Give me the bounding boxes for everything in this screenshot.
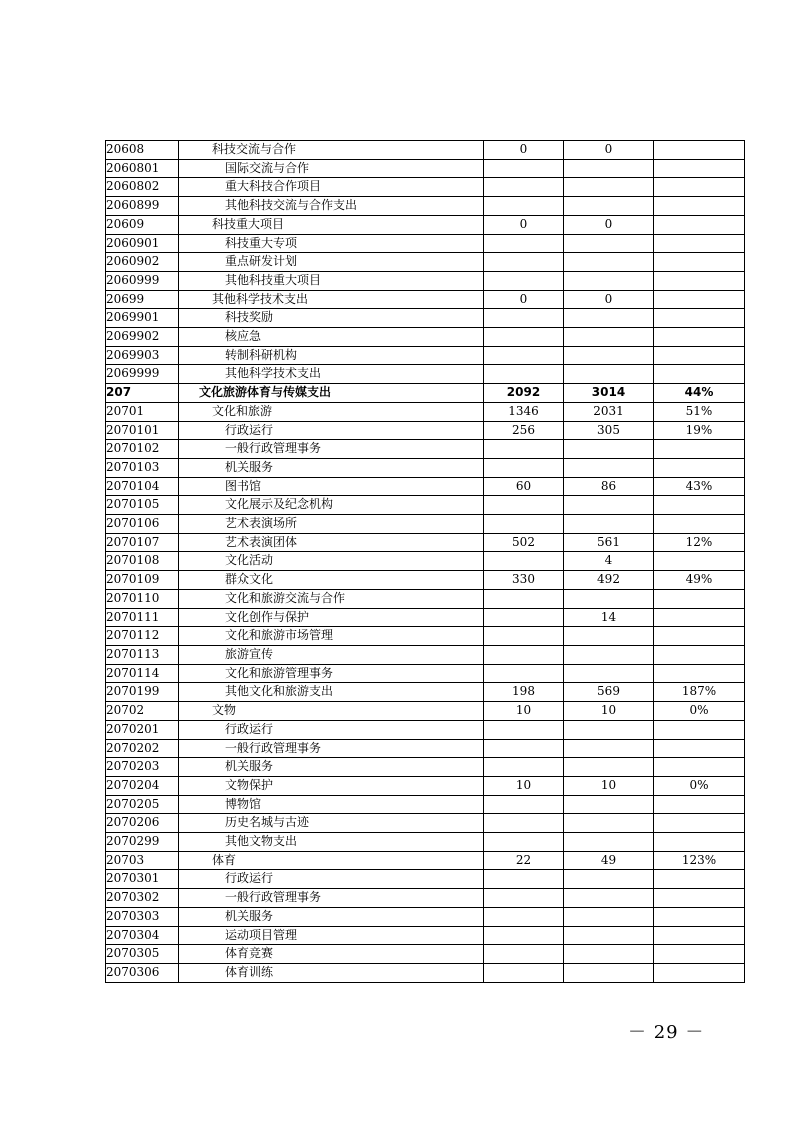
value-1-cell: 198 (484, 683, 564, 702)
table-row (106, 552, 745, 571)
value-1-cell: 2092 (484, 384, 564, 403)
subject-name-cell: 核应急 (179, 328, 484, 347)
table-row (106, 253, 745, 272)
subject-code-cell: 2070206 (106, 814, 179, 833)
percent-cell (654, 608, 745, 627)
value-1-cell (484, 795, 564, 814)
table-row (106, 290, 745, 309)
subject-name-cell: 行政运行 (179, 870, 484, 889)
percent-cell (654, 814, 745, 833)
subject-code-cell: 2070204 (106, 776, 179, 795)
value-1-cell: 330 (484, 571, 564, 590)
percent-cell (654, 552, 745, 571)
subject-code-cell: 20703 (106, 851, 179, 870)
value-2-cell (564, 889, 654, 908)
subject-code-cell: 2070112 (106, 627, 179, 646)
percent-cell (654, 664, 745, 683)
value-1-cell (484, 664, 564, 683)
subject-name-cell: 运动项目管理 (179, 926, 484, 945)
table-row (106, 215, 745, 234)
subject-name-cell: 文化创作与保护 (179, 608, 484, 627)
subject-code-cell: 2070105 (106, 496, 179, 515)
subject-name-cell: 群众文化 (179, 571, 484, 590)
table-row (106, 795, 745, 814)
subject-name-cell: 科技重大项目 (179, 215, 484, 234)
subject-code-cell: 20609 (106, 215, 179, 234)
value-2-cell (564, 589, 654, 608)
table-row (106, 608, 745, 627)
subject-name-cell: 文物保护 (179, 776, 484, 795)
table-row (106, 421, 745, 440)
table-row (106, 197, 745, 216)
percent-cell (654, 496, 745, 515)
table-row (106, 271, 745, 290)
value-2-cell: 305 (564, 421, 654, 440)
subject-code-cell: 2070107 (106, 533, 179, 552)
subject-code-cell: 2070201 (106, 720, 179, 739)
table-row (106, 926, 745, 945)
percent-cell (654, 290, 745, 309)
value-1-cell (484, 458, 564, 477)
table-row (106, 234, 745, 253)
value-2-cell (564, 159, 654, 178)
subject-name-cell: 机关服务 (179, 758, 484, 777)
subject-name-cell: 文化旅游体育与传媒支出 (179, 384, 484, 403)
value-2-cell (564, 795, 654, 814)
subject-code-cell: 2070304 (106, 926, 179, 945)
subject-name-cell: 体育 (179, 851, 484, 870)
value-2-cell (564, 814, 654, 833)
value-1-cell (484, 496, 564, 515)
subject-name-cell: 历史名城与古迹 (179, 814, 484, 833)
subject-name-cell: 行政运行 (179, 720, 484, 739)
value-2-cell (564, 870, 654, 889)
subject-code-cell: 2070106 (106, 515, 179, 534)
percent-cell (654, 346, 745, 365)
value-1-cell: 0 (484, 141, 564, 160)
value-2-cell (564, 197, 654, 216)
percent-cell (654, 739, 745, 758)
percent-cell (654, 365, 745, 384)
subject-name-cell: 科技重大专项 (179, 234, 484, 253)
table-row (106, 458, 745, 477)
subject-code-cell: 207 (106, 384, 179, 403)
value-1-cell (484, 159, 564, 178)
percent-cell (654, 178, 745, 197)
subject-code-cell: 2070202 (106, 739, 179, 758)
value-1-cell: 10 (484, 702, 564, 721)
value-1-cell: 1346 (484, 402, 564, 421)
value-2-cell (564, 346, 654, 365)
percent-cell: 49% (654, 571, 745, 590)
subject-name-cell: 重点研发计划 (179, 253, 484, 272)
budget-table (105, 140, 745, 983)
table-row (106, 402, 745, 421)
value-2-cell: 10 (564, 776, 654, 795)
percent-cell (654, 589, 745, 608)
table-row (106, 178, 745, 197)
subject-name-cell: 旅游宣传 (179, 645, 484, 664)
page-number: － 29 － (628, 1022, 705, 1043)
value-2-cell (564, 458, 654, 477)
value-1-cell: 10 (484, 776, 564, 795)
value-1-cell (484, 365, 564, 384)
value-2-cell (564, 365, 654, 384)
value-1-cell (484, 758, 564, 777)
value-1-cell (484, 589, 564, 608)
value-1-cell (484, 945, 564, 964)
value-1-cell (484, 197, 564, 216)
percent-cell (654, 141, 745, 160)
value-2-cell (564, 627, 654, 646)
subject-name-cell: 艺术表演场所 (179, 515, 484, 534)
table-row (106, 833, 745, 852)
table-row (106, 365, 745, 384)
value-1-cell (484, 234, 564, 253)
value-1-cell (484, 926, 564, 945)
subject-name-cell: 机关服务 (179, 458, 484, 477)
value-1-cell (484, 328, 564, 347)
table-row (106, 384, 745, 403)
subject-name-cell: 图书馆 (179, 477, 484, 496)
value-1-cell: 256 (484, 421, 564, 440)
value-2-cell (564, 234, 654, 253)
table-row (106, 963, 745, 982)
subject-name-cell: 国际交流与合作 (179, 159, 484, 178)
percent-cell (654, 963, 745, 982)
value-2-cell: 86 (564, 477, 654, 496)
table-row (106, 664, 745, 683)
value-1-cell (484, 963, 564, 982)
percent-cell: 19% (654, 421, 745, 440)
subject-code-cell: 2070302 (106, 889, 179, 908)
subject-name-cell: 科技奖励 (179, 309, 484, 328)
table-row (106, 851, 745, 870)
value-1-cell: 0 (484, 290, 564, 309)
subject-code-cell: 20702 (106, 702, 179, 721)
table-row (106, 889, 745, 908)
percent-cell (654, 159, 745, 178)
value-2-cell (564, 926, 654, 945)
subject-name-cell: 科技交流与合作 (179, 141, 484, 160)
percent-cell (654, 309, 745, 328)
subject-code-cell: 2070305 (106, 945, 179, 964)
subject-code-cell: 20699 (106, 290, 179, 309)
percent-cell (654, 197, 745, 216)
subject-code-cell: 2070102 (106, 440, 179, 459)
table-row (106, 496, 745, 515)
percent-cell (654, 758, 745, 777)
value-1-cell (484, 645, 564, 664)
subject-code-cell: 2070299 (106, 833, 179, 852)
value-2-cell (564, 758, 654, 777)
value-1-cell (484, 833, 564, 852)
table-row (106, 945, 745, 964)
value-2-cell: 3014 (564, 384, 654, 403)
table-row (106, 683, 745, 702)
subject-name-cell: 文化和旅游市场管理 (179, 627, 484, 646)
table-row (106, 870, 745, 889)
subject-code-cell: 2070103 (106, 458, 179, 477)
subject-code-cell: 2060902 (106, 253, 179, 272)
value-2-cell (564, 515, 654, 534)
subject-code-cell: 2070199 (106, 683, 179, 702)
value-2-cell (564, 645, 654, 664)
table-row (106, 346, 745, 365)
value-2-cell: 10 (564, 702, 654, 721)
table-row (106, 440, 745, 459)
subject-name-cell: 文化和旅游管理事务 (179, 664, 484, 683)
percent-cell: 0% (654, 776, 745, 795)
percent-cell (654, 271, 745, 290)
subject-name-cell: 体育训练 (179, 963, 484, 982)
value-1-cell: 502 (484, 533, 564, 552)
subject-name-cell: 体育竞赛 (179, 945, 484, 964)
value-1-cell (484, 253, 564, 272)
table-row (106, 328, 745, 347)
table-row (106, 309, 745, 328)
value-1-cell (484, 889, 564, 908)
subject-name-cell: 艺术表演团体 (179, 533, 484, 552)
subject-name-cell: 机关服务 (179, 907, 484, 926)
subject-code-cell: 2060899 (106, 197, 179, 216)
subject-name-cell: 重大科技合作项目 (179, 178, 484, 197)
value-1-cell: 0 (484, 215, 564, 234)
value-2-cell: 492 (564, 571, 654, 590)
value-2-cell (564, 440, 654, 459)
value-2-cell: 569 (564, 683, 654, 702)
subject-code-cell: 2070203 (106, 758, 179, 777)
subject-name-cell: 转制科研机构 (179, 346, 484, 365)
value-2-cell: 49 (564, 851, 654, 870)
value-2-cell (564, 739, 654, 758)
value-2-cell (564, 907, 654, 926)
subject-name-cell: 文化展示及纪念机构 (179, 496, 484, 515)
subject-name-cell: 文化和旅游 (179, 402, 484, 421)
subject-code-cell: 2060801 (106, 159, 179, 178)
percent-cell (654, 253, 745, 272)
value-2-cell (564, 963, 654, 982)
value-2-cell: 14 (564, 608, 654, 627)
subject-code-cell: 20608 (106, 141, 179, 160)
table-row (106, 159, 745, 178)
percent-cell (654, 720, 745, 739)
value-2-cell: 2031 (564, 402, 654, 421)
table-row (106, 477, 745, 496)
value-2-cell (564, 720, 654, 739)
subject-name-cell: 其他科技重大项目 (179, 271, 484, 290)
subject-name-cell: 其他文化和旅游支出 (179, 683, 484, 702)
percent-cell: 51% (654, 402, 745, 421)
subject-name-cell: 行政运行 (179, 421, 484, 440)
subject-code-cell: 2070306 (106, 963, 179, 982)
subject-name-cell: 其他科学技术支出 (179, 365, 484, 384)
table-row (106, 627, 745, 646)
subject-code-cell: 2070104 (106, 477, 179, 496)
subject-code-cell: 2070101 (106, 421, 179, 440)
value-1-cell: 22 (484, 851, 564, 870)
subject-code-cell: 2070114 (106, 664, 179, 683)
table-row (106, 776, 745, 795)
percent-cell (654, 945, 745, 964)
subject-code-cell: 2060999 (106, 271, 179, 290)
value-1-cell (484, 627, 564, 646)
table-row (106, 758, 745, 777)
subject-name-cell: 一般行政管理事务 (179, 440, 484, 459)
value-1-cell (484, 440, 564, 459)
percent-cell (654, 795, 745, 814)
percent-cell (654, 440, 745, 459)
percent-cell (654, 627, 745, 646)
subject-code-cell: 2070113 (106, 645, 179, 664)
value-2-cell (564, 253, 654, 272)
value-1-cell (484, 271, 564, 290)
value-2-cell (564, 309, 654, 328)
value-2-cell (564, 833, 654, 852)
subject-name-cell: 一般行政管理事务 (179, 739, 484, 758)
value-2-cell (564, 178, 654, 197)
percent-cell (654, 234, 745, 253)
value-1-cell: 60 (484, 477, 564, 496)
subject-name-cell: 其他科技交流与合作支出 (179, 197, 484, 216)
table-row (106, 702, 745, 721)
subject-code-cell: 2070303 (106, 907, 179, 926)
table-row (106, 814, 745, 833)
percent-cell (654, 215, 745, 234)
value-2-cell (564, 496, 654, 515)
percent-cell: 123% (654, 851, 745, 870)
percent-cell: 44% (654, 384, 745, 403)
subject-code-cell: 20701 (106, 402, 179, 421)
table-row (106, 141, 745, 160)
subject-code-cell: 2069903 (106, 346, 179, 365)
percent-cell: 187% (654, 683, 745, 702)
subject-code-cell: 2069999 (106, 365, 179, 384)
subject-code-cell: 2069902 (106, 328, 179, 347)
subject-code-cell: 2070301 (106, 870, 179, 889)
subject-code-cell: 2070109 (106, 571, 179, 590)
percent-cell (654, 515, 745, 534)
value-1-cell (484, 346, 564, 365)
subject-name-cell: 文化活动 (179, 552, 484, 571)
value-1-cell (484, 739, 564, 758)
table-row (106, 720, 745, 739)
value-2-cell: 4 (564, 552, 654, 571)
subject-code-cell: 2070108 (106, 552, 179, 571)
subject-name-cell: 一般行政管理事务 (179, 889, 484, 908)
value-2-cell: 0 (564, 215, 654, 234)
table-row (106, 533, 745, 552)
percent-cell: 43% (654, 477, 745, 496)
budget-table-body (106, 141, 745, 983)
value-1-cell (484, 552, 564, 571)
percent-cell (654, 889, 745, 908)
percent-cell (654, 833, 745, 852)
subject-code-cell: 2060901 (106, 234, 179, 253)
subject-code-cell: 2070205 (106, 795, 179, 814)
percent-cell (654, 907, 745, 926)
value-1-cell (484, 720, 564, 739)
value-1-cell (484, 309, 564, 328)
value-2-cell: 561 (564, 533, 654, 552)
percent-cell: 0% (654, 702, 745, 721)
subject-name-cell: 文物 (179, 702, 484, 721)
table-row (106, 571, 745, 590)
table-row (106, 515, 745, 534)
percent-cell (654, 458, 745, 477)
subject-code-cell: 2070110 (106, 589, 179, 608)
table-row (106, 907, 745, 926)
percent-cell: 12% (654, 533, 745, 552)
subject-name-cell: 文化和旅游交流与合作 (179, 589, 484, 608)
value-2-cell (564, 664, 654, 683)
subject-name-cell: 其他文物支出 (179, 833, 484, 852)
value-1-cell (484, 870, 564, 889)
table-row (106, 739, 745, 758)
value-2-cell: 0 (564, 141, 654, 160)
value-1-cell (484, 178, 564, 197)
percent-cell (654, 870, 745, 889)
subject-code-cell: 2060802 (106, 178, 179, 197)
value-2-cell: 0 (564, 290, 654, 309)
value-1-cell (484, 814, 564, 833)
subject-code-cell: 2069901 (106, 309, 179, 328)
percent-cell (654, 328, 745, 347)
subject-code-cell: 2070111 (106, 608, 179, 627)
subject-name-cell: 其他科学技术支出 (179, 290, 484, 309)
value-2-cell (564, 271, 654, 290)
value-1-cell (484, 907, 564, 926)
table-row (106, 645, 745, 664)
percent-cell (654, 926, 745, 945)
subject-name-cell: 博物馆 (179, 795, 484, 814)
value-1-cell (484, 515, 564, 534)
percent-cell (654, 645, 745, 664)
value-2-cell (564, 945, 654, 964)
table-row (106, 589, 745, 608)
value-1-cell (484, 608, 564, 627)
value-2-cell (564, 328, 654, 347)
